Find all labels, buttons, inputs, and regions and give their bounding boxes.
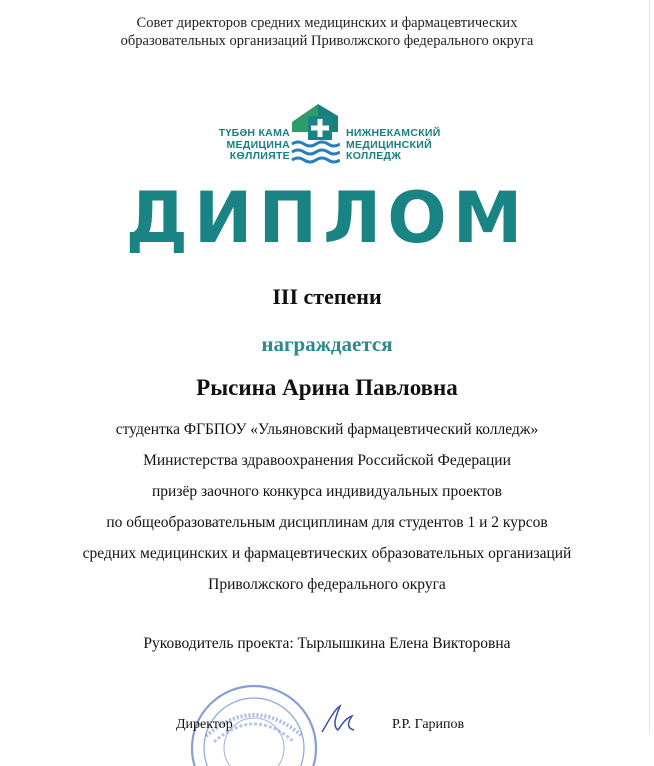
- logo-text-russian: [346, 128, 456, 163]
- logo-text-tatar: [206, 128, 290, 163]
- college-logo: [0, 100, 654, 170]
- project-supervisor: Руководитель проекта: Тырлышкина Елена Викторовна: [143, 635, 511, 652]
- council-line-1: Совет директоров средних медицинских и фармацевтических: [136, 15, 518, 31]
- logo-right-line: КОЛЛЕДЖ: [346, 150, 402, 162]
- diploma-title: ДИПЛОМ: [125, 177, 529, 259]
- description-line: Приволжского федерального округа: [208, 576, 446, 593]
- director-signature-icon: [318, 702, 358, 736]
- page-edge-divider: [649, 0, 650, 734]
- logo-left-line: ТҮБӘН КАМА: [218, 127, 290, 139]
- council-header: [0, 14, 654, 50]
- logo-right-line: НИЖНЕКАМСКИЙ: [346, 127, 441, 139]
- description-line: по общеобразовательным дисциплинам для студентов 1 и 2 курсов: [106, 514, 548, 531]
- council-line-2: образовательных организаций Приволжского федерального округа: [120, 33, 534, 49]
- director-title: Директор: [176, 717, 233, 732]
- logo-left-line: МЕДИЦИНА: [226, 138, 290, 151]
- logo-left-line: КӨЛЛИЯТЕ: [229, 150, 290, 162]
- director-name: Р.Р. Гарипов: [392, 717, 465, 732]
- description-line: Министерства здравоохранения Российской Федерации: [143, 452, 511, 469]
- recipient-name: Рысина Арина Павловна: [196, 375, 458, 400]
- college-emblem-icon: [290, 102, 340, 166]
- description-line: студентка ФГБПОУ «Ульяновский фармацевтический колледж»: [115, 421, 539, 438]
- diploma-degree: III степени: [272, 284, 382, 309]
- award-description: [0, 420, 654, 606]
- description-line: призёр заочного конкурса индивидуальных проектов: [152, 483, 502, 500]
- awarded-label: награждается: [261, 332, 393, 356]
- description-line: средних медицинских и фармацевтических образовательных организаций: [82, 545, 572, 562]
- logo-right-line: МЕДИЦИНСКИЙ: [346, 138, 432, 151]
